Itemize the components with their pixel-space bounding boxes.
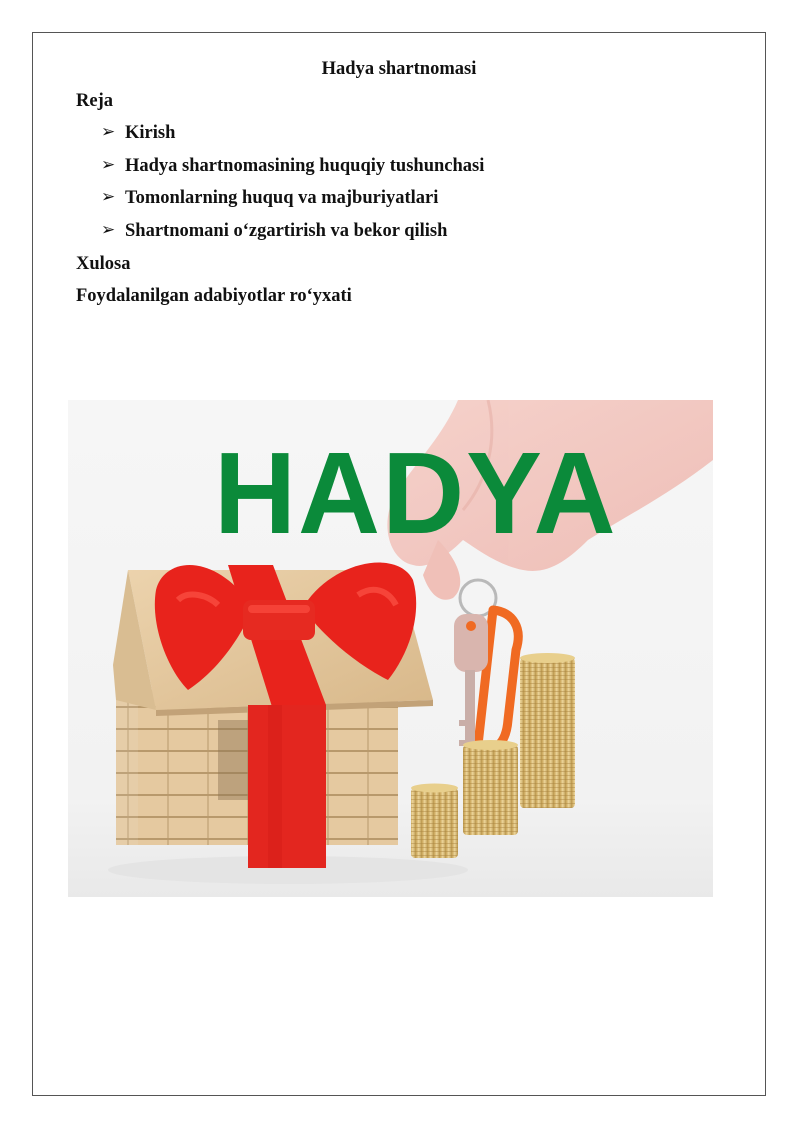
references-heading: Foydalanilgan adabiyotlar ro‘yxati [76, 286, 352, 306]
arrow-bullet-icon: ➢ [101, 187, 116, 207]
arrow-bullet-icon: ➢ [101, 155, 116, 175]
plan-item-label: Tomonlarning huquq va majburiyatlari [125, 188, 439, 208]
conclusion-heading: Xulosa [76, 254, 131, 274]
plan-item [101, 221, 447, 242]
coin-stack-small [411, 788, 458, 858]
plan-item-label: Hadya shartnomasining huquqiy tushunchasi [125, 156, 485, 176]
plan-item [101, 188, 438, 209]
plan-item [101, 156, 484, 177]
plan-item-label: Kirish [125, 123, 176, 143]
hadya-heading-graphic: HADYA [214, 428, 618, 558]
document-page [32, 32, 766, 1096]
plan-item [101, 123, 175, 144]
arrow-bullet-icon: ➢ [101, 122, 116, 142]
plan-item-label: Shartnomani o‘zgartirish va bekor qilish [125, 221, 448, 241]
wooden-house-image [113, 563, 433, 868]
plan-heading: Reja [76, 91, 113, 111]
arrow-bullet-icon: ➢ [101, 220, 116, 240]
gift-illustration [68, 400, 713, 897]
coin-stack-tall [520, 658, 575, 808]
document-title: Hadya shartnomasi [321, 59, 477, 79]
coin-stack-medium [463, 745, 518, 835]
